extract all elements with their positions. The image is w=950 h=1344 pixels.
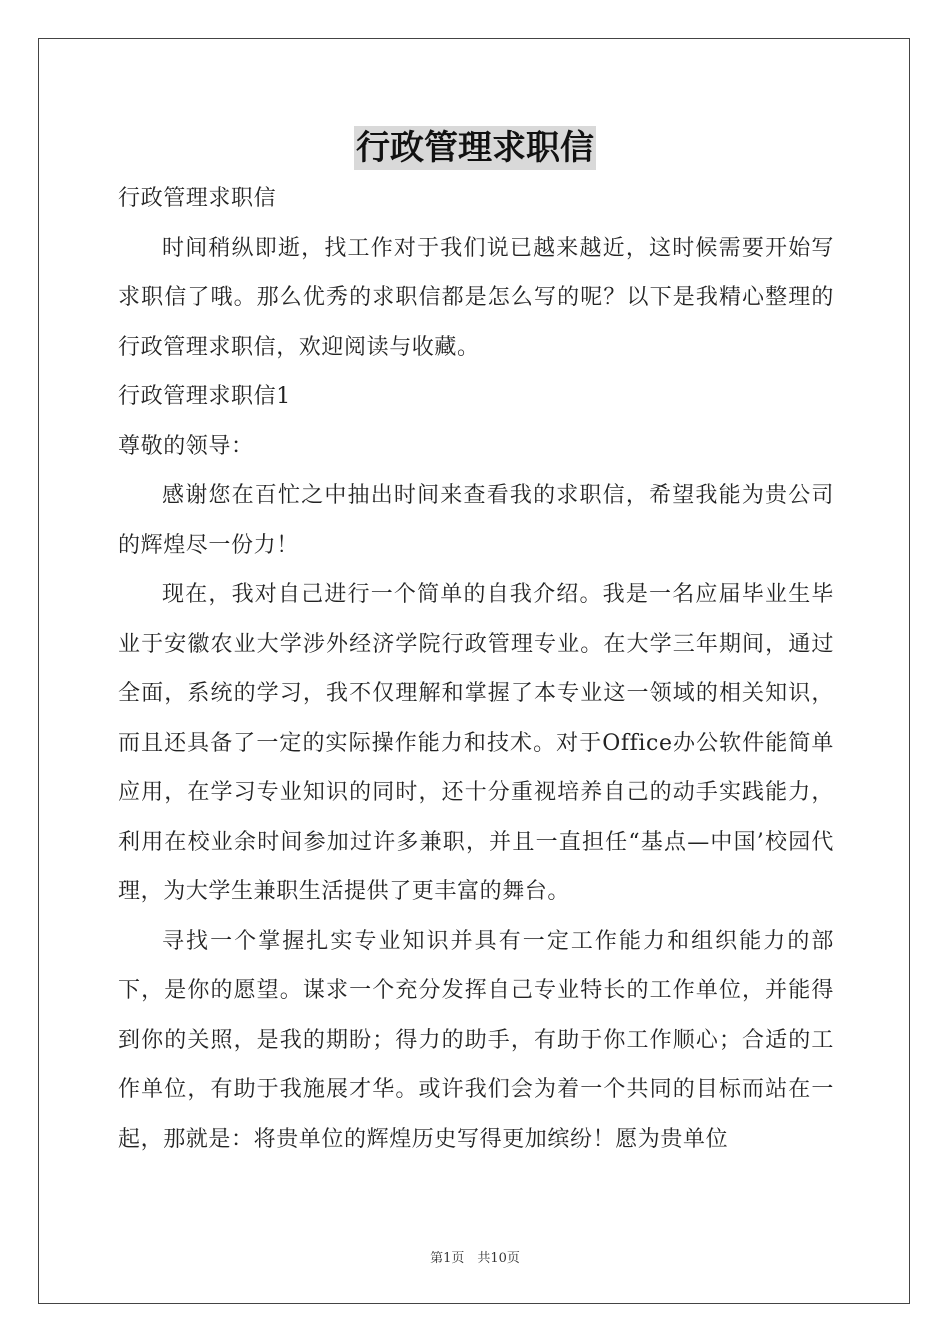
title-area	[0, 126, 950, 170]
document-title: 行政管理求职信	[356, 128, 594, 168]
body-paragraph-3: 寻找一个掌握扎实专业知识并具有一定工作能力和组织能力的部下，是你的愿望。谋求一个充分发挥自己专业特长的工作单位，并能得到你的关照，是我的期盼；得力的助手，有助于你工作顺心；合适的工作单位，有助于我施展才华。或许我们会为着一个共同的目标而站在一起，那就是：将贵单位的辉煌历史写得更加缤纷！愿为贵单位	[118, 928, 834, 1152]
intro-paragraph: 时间稍纵即逝，找工作对于我们说已越来越近，这时候需要开始写求职信了哦。那么优秀的求职信都是怎么写的呢？以下是我精心整理的行政管理求职信，欢迎阅读与收藏。	[118, 235, 834, 360]
page-footer: 第1页 共10页	[430, 1251, 520, 1266]
body-paragraph-2: 现在，我对自己进行一个简单的自我介绍。我是一名应届毕业生毕业于安徽农业大学涉外经济学院行政管理专业。在大学三年期间，通过全面，系统的学习，我不仅理解和掌握了本专业这一领域的相关知识，而且还具备了一定的实际操作能力和技术。对于Office办公软件能简单应用，在学习专业知识的同时，还十分重视培养自己的动手实践能力，利用在校业余时间参加过许多兼职，并且一直担任“基点—中国’校园代理，为大学生兼职生活提供了更丰富的舞台。	[118, 582, 834, 904]
salutation: 尊敬的领导：	[118, 433, 254, 459]
document-body	[118, 174, 834, 1164]
body-paragraph-1: 感谢您在百忙之中抽出时间来查看我的求职信，希望我能为贵公司的辉煌尽一份力！	[118, 483, 834, 558]
subtitle: 行政管理求职信	[118, 186, 277, 211]
section-heading: 行政管理求职信1	[118, 384, 291, 409]
